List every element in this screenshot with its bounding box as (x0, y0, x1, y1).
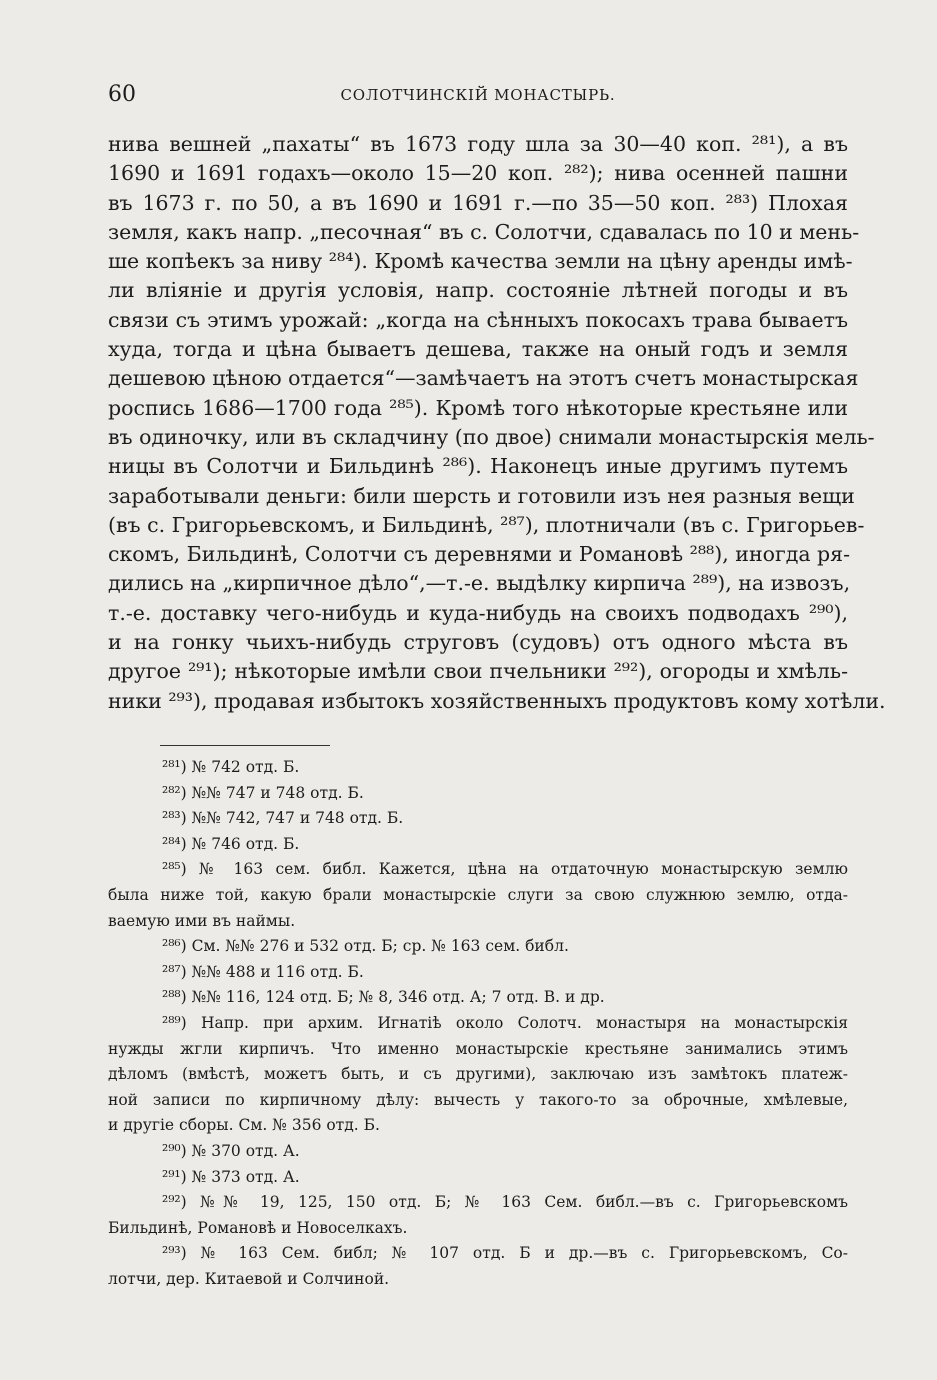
footnote-line: ²⁸⁹) Напр. при архим. Игнатіѣ около Солотч. монастыря на монастырскія (162, 1013, 848, 1032)
footnote-line: нужды жгли кирпичъ. Что именно монастырскіе крестьяне занимались этимъ (108, 1039, 848, 1058)
text-line: роспись 1686—1700 года ²⁸⁵). Кромѣ того нѣкоторые крестьяне или (108, 395, 848, 420)
text-line: связи съ этимъ урожай: „когда на сѣнныхъ покосахъ трава бываетъ (108, 307, 848, 332)
text-line: ли вліяніе и другія условія, напр. состояніе лѣтней погоды и въ (108, 278, 848, 303)
footnote-line: ²⁸⁷) №№ 488 и 116 отд. Б. (162, 962, 364, 981)
footnote (108, 832, 848, 858)
footnote (108, 985, 848, 1011)
footnote-line: ²⁹³) № 163 Сем. библ; № 107 отд. Б и др.—въ с. Григорьевскомъ, Со- (162, 1244, 848, 1263)
footnote (108, 857, 848, 934)
footnote-line: ²⁸¹) № 742 отд. Б. (162, 758, 300, 776)
footnote (108, 781, 848, 807)
footnote-line: Бильдинѣ, Романовѣ и Новоселкахъ. (108, 1218, 408, 1237)
footnote-line: ²⁹¹) № 373 отд. А. (162, 1167, 300, 1186)
text-line: въ одиночку, или въ складчину (по двое) снимали монастырскія мель- (108, 424, 875, 449)
footnote (108, 1011, 848, 1139)
text-line: и на гонку чьихъ-нибудь струговъ (судовъ) отъ одного мѣста въ (108, 630, 848, 655)
footnote-line: и другіе сборы. См. № 356 отд. Б. (108, 1116, 380, 1135)
text-line: въ 1673 г. по 50, а въ 1690 и 1691 г.—по 35—50 коп. ²⁸³) Плохая (108, 190, 848, 215)
running-title: СОЛОТЧИНСКІЙ МОНАСТЫРЬ. (340, 86, 616, 104)
text-line: (въ с. Григорьевскомъ, и Бильдинѣ, ²⁸⁷), плотничали (въ с. Григорьев- (108, 512, 865, 537)
footnote (108, 1139, 848, 1165)
footnote-line: ²⁸⁵) № 163 сем. библ. Кажется, цѣна на отдаточную монастырскую землю (162, 860, 848, 879)
text-line: скомъ, Бильдинѣ, Солотчи съ деревнями и Романовѣ ²⁸⁸), иногда ря- (108, 542, 851, 567)
footnote-line: ваемую ими въ наймы. (108, 911, 296, 930)
footnote (108, 934, 848, 960)
text-line: земля, какъ напр. „песочная“ въ с. Солотчи, сдавалась по 10 и мень- (108, 219, 860, 244)
text-line: т.-е. доставку чего-нибудь и куда-нибудь на своихъ подводахъ ²⁹⁰), (108, 600, 848, 625)
footnote (108, 806, 848, 832)
footnote (108, 755, 848, 781)
footnote-line: ²⁸²) №№ 747 и 748 отд. Б. (162, 783, 364, 802)
footnote (108, 1241, 848, 1292)
footnote-line: дѣломъ (вмѣстѣ, можетъ быть, и съ другими), заключаю изъ замѣтокъ платеж- (108, 1065, 848, 1084)
text-line: ницы въ Солотчи и Бильдинѣ ²⁸⁶). Наконецъ иные другимъ путемъ (108, 454, 848, 479)
main-text (108, 130, 886, 716)
text-line: худа, тогда и цѣна бываетъ дешева, также на оный годъ и земля (108, 337, 848, 362)
text-line: дились на „кирпичное дѣло“,—т.-е. выдѣлку кирпича ²⁸⁹), на извозъ, (108, 571, 851, 596)
footnote-line: лотчи, дер. Китаевой и Солчиной. (108, 1269, 390, 1288)
footnote (108, 960, 848, 986)
text-line: ше копѣекъ за ниву ²⁸⁴). Кромѣ качества земли на цѣну аренды имѣ- (108, 249, 853, 274)
footnote (108, 1165, 848, 1191)
text-line: заработывали деньги: били шерсть и готовили изъ нея разныя вещи (108, 483, 855, 508)
footnote (108, 1190, 848, 1241)
footnote-line: ²⁹²) №№ 19, 125, 150 отд. Б; № 163 Сем. библ.—въ с. Григорьевскомъ (162, 1193, 848, 1212)
text-line: дешевою цѣною отдается“—замѣчаетъ на этотъ счетъ монастырская (108, 366, 859, 391)
footnote-line: была ниже той, какую брали монастырскіе слуги за свою служнюю землю, отда- (108, 885, 848, 904)
footnote-line: ²⁸³) №№ 742, 747 и 748 отд. Б. (162, 809, 404, 828)
footnote-line: ной записи по кирпичному дѣлу: вычесть у такого-то за оброчные, хмѣлевые, (108, 1090, 848, 1109)
footnote-line: ²⁸⁸) №№ 116, 124 отд. Б; № 8, 346 отд. А; 7 отд. В. и др. (162, 988, 605, 1007)
page-number: 60 (108, 82, 136, 107)
footnote-line: ²⁹⁰) № 370 отд. А. (162, 1141, 300, 1160)
footnote-line: ²⁸⁴) № 746 отд. Б. (162, 834, 300, 853)
text-line: другое ²⁹¹); нѣкоторые имѣли свои пчельники ²⁹²), огороды и хмѣль- (108, 659, 848, 684)
text-line: ники ²⁹³), продавая избытокъ хозяйственныхъ продуктовъ кому хотѣли. (108, 688, 886, 713)
footnote-divider (160, 745, 330, 746)
text-line: 1690 и 1691 годахъ—около 15—20 коп. ²⁸²); нива осенней пашни (108, 161, 848, 186)
text-line: нива вешней „пахаты“ въ 1673 году шла за 30—40 коп. ²⁸¹), а въ (108, 132, 848, 156)
footnote-line: ²⁸⁶) См. №№ 276 и 532 отд. Б; ср. № 163 сем. библ. (162, 937, 569, 956)
page-header (108, 82, 848, 112)
footnotes (108, 755, 848, 1292)
